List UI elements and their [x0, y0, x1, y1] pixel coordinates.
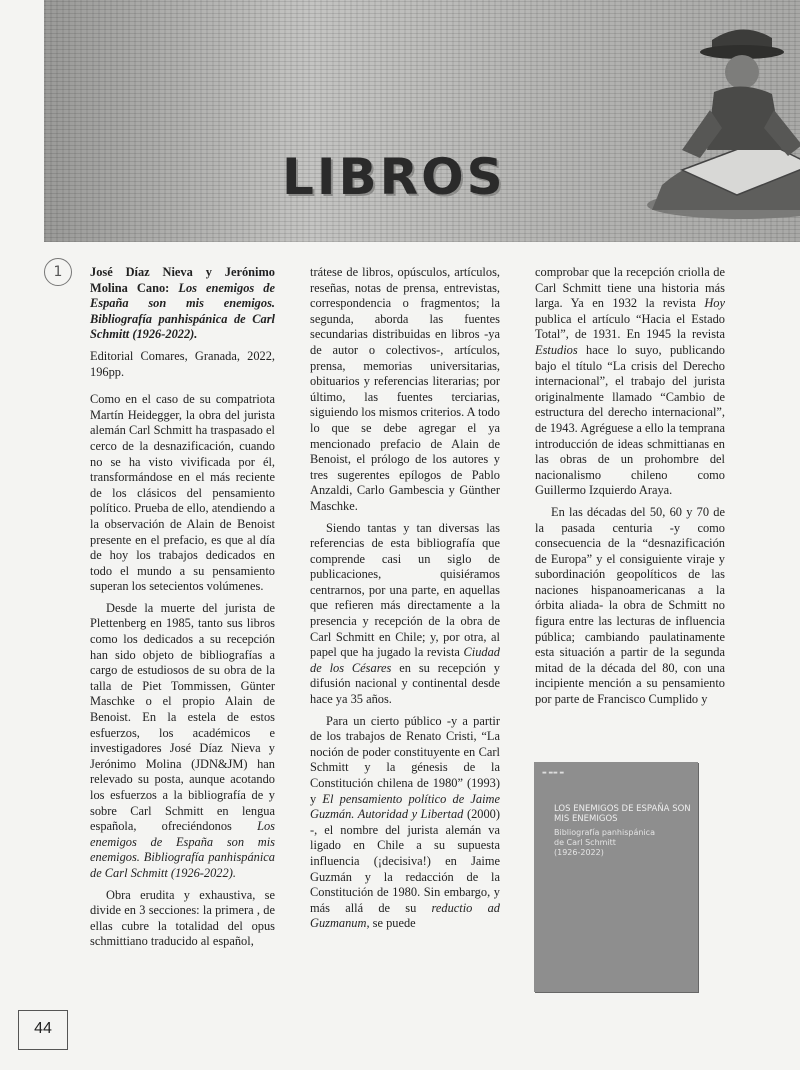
book-cover-subtitle	[554, 828, 694, 858]
paragraph-text: hace lo suyo, publicando bajo el título “La crisis del Derecho internacional”, el trabajo del jurista originalmente llamado “Cambio de estructura del derecho internacional”, de 1943. Agréguese a ello la temprana introducción de ideas schmittianas en las obras de un prohombre del nacionalismo chileno como Guillermo Izquierdo Araya.	[535, 342, 725, 498]
paragraph	[90, 601, 275, 882]
paragraph	[310, 714, 500, 932]
column-1	[90, 265, 275, 956]
paragraph-text: comprobar que la recepción criolla de Carl Schmitt tiene una historia más larga. Ya en 1932 la revista	[535, 265, 725, 311]
book-authors: José Díaz Nieva y Jerónimo Molina Cano:	[90, 265, 275, 295]
publication-info: Editorial Comares, Granada, 2022, 196pp.	[90, 348, 275, 379]
paragraph	[310, 521, 500, 708]
paragraph: trátese de libros, opúsculos, artículos, reseñas, notas de prensa, entrevistas, correspondencia o fragmentos; la segunda, aborda las fuentes secundarias distribuidas en libros -ya de autor o colectivos-, artículos, prensa, memorias universitarias, obituarios y referencias literarias; por último, las fuentes terciarias, siguiendo los mismos criterios. A todo lo que se debe agregar el ya mencionado prefacio de Alain de Benoist, el prólogo de los autores y tres sugerentes epílogos de Pablo Anzaldi, Carlo Gambescia y Günther Maschke.	[310, 265, 500, 513]
handwritten-annotation: 1	[44, 258, 72, 286]
italic-title: El pensamiento político de Jaime Guzmán. Autoridad y Libertad	[310, 791, 500, 822]
magazine-name: Estudios	[535, 342, 578, 357]
paragraph-text: publica el artículo “Hacia el Estado Total”, de 1931. En 1945 la revista	[535, 311, 725, 342]
book-cover-subtitle-line: de Carl Schmitt	[554, 838, 616, 847]
review-byline	[90, 265, 275, 343]
paragraph: Obra erudita y exhaustiva, se divide en 3 secciones: la primera , de ellas cubre la totalidad del opus schmittiano traducido al español,	[90, 887, 275, 949]
italic-title: Los enemigos de España son mis enemigos. Bibliografía panhispánica de Carl Schmitt (1926-2022).	[90, 819, 275, 880]
paragraph-text: se puede	[372, 916, 416, 931]
header-banner	[44, 0, 800, 242]
paragraph-text: Para un cierto público -y a partir de los trabajos de Renato Cristi, “La noción de poder constituyente en Carl Schmitt y la génesis de la Constitución chilena de 1980” (1993) y	[310, 713, 500, 806]
italic-phrase: reductio ad Guzmanum,	[310, 900, 500, 931]
paragraph-text: Desde la muerte del jurista de Plettenberg en 1985, tanto sus libros como los dedicados a su recepción han sido objeto de bibliografías a cargo de estudiosos de su obra de la talla de Piet Tommissen, Günter Maschke o el propio Alain de Benoist. En la estela de estos esfuerzos, los académicos e investigadores José Díaz Nieva y Jerónimo Molina (JDN&JM) han relevado su posta, aunque acotando los esfuerzos a la bibliografía de y sobre Carl Schmitt en lengua española, ofreciéndonos	[90, 600, 275, 834]
magazine-name: Ciudad de los Césares	[310, 645, 500, 675]
paragraph: En las décadas del 50, 60 y 70 de la pasada centuria -y como consecuencia de la “desnazificación de Europa” y el consiguiente viraje y subordinación geopolíticos de las naciones hispanoamericanas a la órbita aliada- la obra de Schmitt no figura entre las lecturas de influencia pública; cambiando paulatinamente esta situación a partir de la segunda mitad de la década del 80, con una incipiente mención a su pensamiento por parte de Francisco Cumplido y	[535, 504, 725, 707]
book-cover-image	[534, 762, 698, 992]
column-2	[310, 265, 500, 938]
paragraph-text: en su recepción y difusión nacional y continental desde hace ya 35 años.	[310, 660, 500, 707]
paragraph-text: Siendo tantas y tan diversas las referencias de esta bibliografía que comprende casi un siglo de publicaciones, quisiéramos centrarnos, por una parte, en aquellas que refieren más directamente a la presencia y recepción de la obra de Carl Schmitt en Chile; y, por otra, al papel que ha jugado la revista	[310, 520, 500, 660]
magazine-name: Hoy	[704, 296, 725, 311]
paragraph	[535, 265, 725, 499]
book-cover-subtitle-line: (1926-2022)	[554, 848, 604, 857]
section-title: LIBROS	[282, 148, 506, 206]
paragraph: Como en el caso de su compatriota Martín Heidegger, la obra del jurista alemán Carl Schmitt ha traspasado el cerco de la desnazificación, cuando no se ha visto vivificada por él, transformándose en el más reciente de los clásicos del pensamiento político. Prueba de ello, atendiendo a la observación de Alain de Benoist presente en el prefacio, es que al día de hoy los trabajos dedicados en todo el mundo a su pensamiento superan los setecientos volúmenes.	[90, 392, 275, 594]
page-number-box	[18, 1010, 68, 1050]
paragraph-text: (2000) -, el nombre del jurista alemán va ligado en Chile a su supuesta influencia (¡decisiva!) en Jaime Guzmán y la redacción de la Constitución de 1980. Sin embargo, y más allá de su	[310, 807, 500, 915]
book-cover-publisher-mark: ▬ ▬▬ ▬	[542, 770, 565, 776]
reader-illustration	[642, 10, 800, 220]
book-title: Los enemigos de España son mis enemigos. Bibliografía panhispánica de Carl Schmitt (1926-2022).	[90, 280, 275, 342]
column-3	[535, 265, 725, 714]
book-cover-title: LOS ENEMIGOS DE ESPAÑA SON MIS ENEMIGOS	[554, 804, 691, 824]
page-number: 44	[34, 1020, 52, 1037]
book-cover-subtitle-line: Bibliografía panhispánica	[554, 828, 655, 837]
